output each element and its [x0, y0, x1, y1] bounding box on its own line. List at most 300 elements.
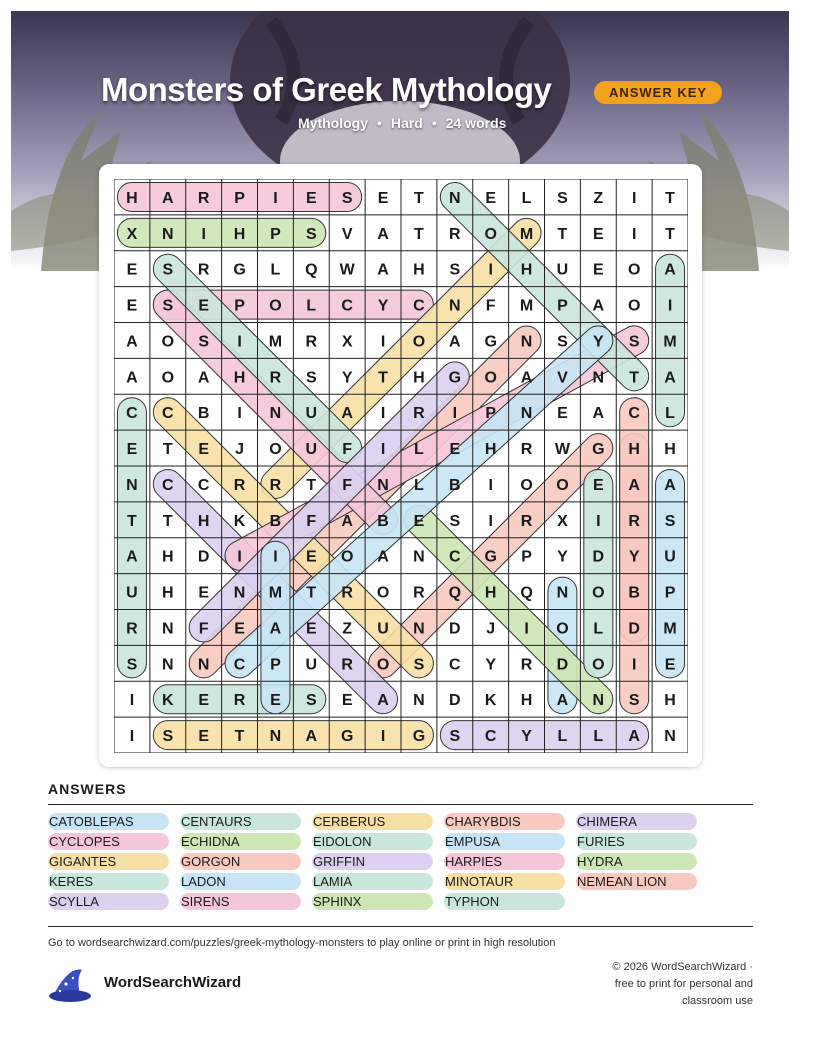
- grid-cell-letter[interactable]: Y: [485, 656, 497, 674]
- grid-cell-letter[interactable]: G: [592, 441, 605, 459]
- copyright-line: classroom use: [682, 995, 753, 1007]
- grid-cell-letter[interactable]: N: [592, 369, 605, 387]
- grid-cell-letter[interactable]: Z: [593, 189, 604, 207]
- grid-cell-letter[interactable]: S: [162, 728, 174, 746]
- grid-cell-letter[interactable]: E: [592, 261, 604, 279]
- grid-cell-letter[interactable]: H: [162, 548, 174, 566]
- grid-cell-letter[interactable]: G: [340, 728, 354, 746]
- answers-heading: ANSWERS: [48, 781, 127, 797]
- grid-cell-letter[interactable]: V: [341, 225, 353, 243]
- grid-cell-letter[interactable]: D: [556, 656, 569, 674]
- grid-cell-letter[interactable]: N: [413, 692, 425, 710]
- grid-cell-letter[interactable]: I: [380, 441, 386, 459]
- answers-list: [48, 813, 753, 913]
- grid-cell-letter[interactable]: D: [592, 548, 605, 566]
- grid-cell-letter[interactable]: E: [592, 225, 604, 243]
- grid-cell-letter[interactable]: P: [270, 225, 281, 243]
- grid-cell-letter[interactable]: I: [488, 512, 493, 530]
- grid-cell-letter[interactable]: I: [488, 476, 493, 494]
- grid-cell-letter[interactable]: I: [488, 261, 493, 279]
- grid-cell-letter[interactable]: C: [233, 656, 246, 674]
- grid-cell-letter[interactable]: I: [380, 728, 386, 746]
- grid-cell-letter[interactable]: A: [377, 225, 389, 243]
- grid-cell-letter[interactable]: N: [664, 728, 676, 746]
- grid-cell-letter[interactable]: N: [269, 728, 282, 746]
- grid-cell-letter[interactable]: N: [413, 620, 425, 638]
- grid-cell-letter[interactable]: K: [233, 512, 246, 530]
- grid-cell-letter[interactable]: P: [234, 297, 245, 315]
- grid-cell-letter[interactable]: R: [413, 405, 425, 423]
- grid-cell-letter[interactable]: T: [629, 369, 640, 387]
- grid-cell-letter[interactable]: Y: [521, 728, 532, 746]
- grid-cell-letter[interactable]: H: [628, 441, 640, 459]
- grid-cell-letter[interactable]: L: [414, 476, 424, 494]
- grid-cell-letter[interactable]: C: [449, 656, 461, 674]
- grid-cell-letter[interactable]: C: [413, 297, 425, 315]
- grid-cell-letter[interactable]: O: [161, 333, 175, 351]
- grid-cell-letter[interactable]: T: [162, 512, 173, 530]
- grid-cell-letter[interactable]: C: [449, 548, 461, 566]
- grid-cell-letter[interactable]: H: [233, 225, 246, 243]
- grid-cell-letter[interactable]: G: [484, 333, 497, 351]
- answer-word: MINOTAUR: [444, 873, 565, 890]
- grid-cell-letter[interactable]: A: [162, 189, 174, 207]
- grid-cell-letter[interactable]: B: [197, 405, 210, 423]
- grid-cell-letter[interactable]: L: [414, 441, 424, 459]
- grid-cell-letter[interactable]: M: [519, 225, 534, 243]
- grid-cell-letter[interactable]: H: [520, 261, 533, 279]
- grid-cell-letter[interactable]: S: [664, 512, 676, 530]
- grid-cell-letter[interactable]: N: [126, 476, 138, 494]
- answer-word: EIDOLON: [312, 833, 433, 850]
- grid-cell-letter[interactable]: H: [664, 441, 676, 459]
- answer-word: SCYLLA: [48, 893, 169, 910]
- grid-cell-letter[interactable]: K: [484, 692, 497, 710]
- grid-cell-letter[interactable]: X: [341, 333, 353, 351]
- grid-cell-letter[interactable]: I: [129, 692, 135, 710]
- answer-word: CHARYBDIS: [444, 813, 565, 830]
- answer-word: SPHINX: [312, 893, 433, 910]
- grid-cell-letter[interactable]: T: [414, 189, 424, 207]
- grid-cell-letter[interactable]: A: [628, 476, 640, 494]
- grid-cell-letter[interactable]: S: [341, 189, 353, 207]
- grid-cell-letter[interactable]: A: [126, 369, 138, 387]
- grid-cell-letter[interactable]: S: [126, 656, 138, 674]
- grid-cell-letter[interactable]: C: [484, 728, 497, 746]
- answer-word: HARPIES: [444, 853, 565, 870]
- grid-cell-letter[interactable]: I: [631, 656, 637, 674]
- grid-cell-letter[interactable]: A: [377, 261, 389, 279]
- grid-cell-letter[interactable]: T: [306, 584, 317, 602]
- copyright-line: free to print for personal and: [614, 978, 753, 990]
- grid-cell-letter[interactable]: H: [413, 261, 425, 279]
- grid-cell-letter[interactable]: O: [627, 297, 641, 315]
- grid-cell-letter[interactable]: L: [557, 728, 568, 746]
- grid-cell-letter[interactable]: M: [268, 333, 283, 351]
- grid-cell-letter[interactable]: O: [592, 656, 605, 674]
- answer-word: CERBERUS: [312, 813, 433, 830]
- answer-word: HYDRA: [576, 853, 697, 870]
- grid-cell-letter[interactable]: D: [628, 620, 640, 638]
- grid-cell-letter[interactable]: U: [556, 261, 569, 279]
- grid-cell-letter[interactable]: S: [305, 225, 317, 243]
- grid-cell-letter[interactable]: H: [484, 584, 497, 602]
- brand-name[interactable]: WordSearchWizard: [104, 974, 242, 991]
- grid-cell-letter[interactable]: O: [269, 297, 282, 315]
- grid-cell-letter[interactable]: T: [557, 225, 568, 243]
- grid-cell-letter[interactable]: B: [449, 476, 461, 494]
- grid-cell-letter[interactable]: J: [235, 441, 245, 459]
- grid-cell-letter[interactable]: Q: [448, 584, 462, 602]
- grid-cell-letter[interactable]: O: [484, 369, 497, 387]
- grid-cell-letter[interactable]: D: [449, 692, 461, 710]
- grid-cell-letter[interactable]: W: [554, 441, 570, 459]
- grid-cell-letter[interactable]: W: [339, 261, 355, 279]
- answer-word: CATOBLEPAS: [48, 813, 169, 830]
- grid-cell-letter[interactable]: R: [197, 189, 210, 207]
- answer-word: CHIMERA: [576, 813, 697, 830]
- grid-cell-letter[interactable]: O: [556, 620, 569, 638]
- grid-cell-letter[interactable]: N: [197, 656, 210, 674]
- grid-cell-letter[interactable]: T: [162, 441, 173, 459]
- grid-cell-letter[interactable]: P: [485, 405, 497, 423]
- answer-word: NEMEAN LION: [576, 873, 697, 890]
- grid-cell-letter[interactable]: E: [126, 297, 138, 315]
- separator-dot: •: [431, 115, 437, 131]
- grid-cell-letter[interactable]: O: [161, 369, 175, 387]
- grid-cell-letter[interactable]: I: [201, 225, 206, 243]
- grid-cell-letter[interactable]: S: [162, 297, 174, 315]
- grid-cell-letter[interactable]: L: [593, 620, 604, 638]
- grid-cell-letter[interactable]: R: [628, 512, 640, 530]
- answer-word: CENTAURS: [180, 813, 301, 830]
- grid-cell-letter[interactable]: C: [126, 405, 138, 423]
- grid-cell-letter[interactable]: E: [126, 441, 138, 459]
- grid-cell-letter[interactable]: G: [412, 728, 426, 746]
- grid-cell-letter[interactable]: C: [628, 405, 640, 423]
- grid-cell-letter[interactable]: I: [273, 548, 278, 566]
- grid-cell-letter[interactable]: N: [233, 584, 246, 602]
- answer-word: EMPUSA: [444, 833, 565, 850]
- grid-cell-letter[interactable]: R: [520, 512, 533, 530]
- grid-cell-letter[interactable]: T: [306, 476, 317, 494]
- grid-cell-letter[interactable]: J: [486, 620, 496, 638]
- grid-cell-letter[interactable]: R: [413, 584, 425, 602]
- grid-cell-letter[interactable]: E: [557, 405, 568, 423]
- grid-cell-letter[interactable]: E: [449, 441, 461, 459]
- grid-cell-letter[interactable]: R: [520, 441, 533, 459]
- grid-cell-letter[interactable]: S: [449, 512, 461, 530]
- wizard-hat-icon: [48, 964, 94, 1004]
- grid-cell-letter[interactable]: A: [449, 333, 461, 351]
- grid-cell-letter[interactable]: T: [127, 512, 137, 530]
- grid-cell-letter[interactable]: A: [664, 261, 676, 279]
- grid-cell-letter[interactable]: A: [377, 692, 389, 710]
- answer-word: CYCLOPES: [48, 833, 169, 850]
- grid-cell-letter[interactable]: R: [449, 225, 461, 243]
- grid-cell-letter[interactable]: B: [628, 584, 640, 602]
- grid-cell-letter[interactable]: U: [377, 620, 389, 638]
- grid-cell-letter[interactable]: D: [449, 620, 461, 638]
- grid-cell-letter[interactable]: U: [126, 584, 138, 602]
- grid-cell-letter[interactable]: G: [484, 548, 497, 566]
- grid-cell-letter[interactable]: N: [162, 620, 174, 638]
- grid-cell-letter[interactable]: A: [628, 728, 640, 746]
- grid-cell-letter[interactable]: S: [305, 369, 317, 387]
- grid-cell-letter[interactable]: E: [305, 548, 317, 566]
- grid-cell-letter[interactable]: O: [520, 476, 533, 494]
- grid-cell-letter[interactable]: A: [269, 620, 282, 638]
- grid-cell-letter[interactable]: O: [412, 333, 426, 351]
- grid-cell-letter[interactable]: T: [665, 189, 675, 207]
- grid-cell-letter[interactable]: R: [126, 620, 138, 638]
- grid-cell-letter[interactable]: O: [376, 584, 390, 602]
- grid-cell-letter[interactable]: M: [519, 297, 534, 315]
- grid-cell-letter[interactable]: Y: [628, 548, 640, 566]
- grid-cell-letter[interactable]: R: [520, 656, 533, 674]
- answer-word: SIRENS: [180, 893, 301, 910]
- answer-word: GIGANTES: [48, 853, 169, 870]
- grid-cell-letter[interactable]: E: [198, 692, 210, 710]
- grid-cell-letter[interactable]: R: [197, 261, 210, 279]
- grid-cell-letter[interactable]: A: [126, 333, 138, 351]
- grid-cell-letter[interactable]: Z: [342, 620, 353, 638]
- grid-cell-letter[interactable]: S: [305, 692, 317, 710]
- grid-cell-letter[interactable]: A: [341, 405, 353, 423]
- grid-cell-letter[interactable]: G: [233, 261, 246, 279]
- grid-cell-letter[interactable]: O: [592, 584, 605, 602]
- grid-cell-letter[interactable]: B: [377, 512, 389, 530]
- grid-cell-letter[interactable]: H: [413, 369, 425, 387]
- grid-cell-letter[interactable]: T: [665, 225, 675, 243]
- grid-cell-letter[interactable]: E: [198, 297, 210, 315]
- grid-cell-letter[interactable]: U: [664, 548, 676, 566]
- grid-cell-letter[interactable]: A: [341, 512, 353, 530]
- separator-dot: •: [377, 115, 382, 131]
- grid-cell-letter[interactable]: S: [162, 261, 174, 279]
- grid-cell-letter[interactable]: N: [413, 548, 425, 566]
- grid-cell-letter[interactable]: E: [198, 584, 210, 602]
- grid-cell-letter[interactable]: B: [269, 512, 282, 530]
- grid-cell-letter[interactable]: I: [524, 620, 529, 638]
- answer-word: LAMIA: [312, 873, 433, 890]
- answer-word: TYPHON: [444, 893, 565, 910]
- grid-cell-letter[interactable]: O: [376, 656, 390, 674]
- grid-cell-letter[interactable]: I: [273, 189, 278, 207]
- grid-cell-letter[interactable]: R: [233, 476, 246, 494]
- grid-cell-letter[interactable]: N: [377, 476, 389, 494]
- grid-cell-letter[interactable]: E: [485, 189, 497, 207]
- grid-cell-letter[interactable]: N: [162, 656, 174, 674]
- answer-word: GORGON: [180, 853, 301, 870]
- answer-word: GRIFFIN: [312, 853, 433, 870]
- grid-cell-letter[interactable]: N: [520, 333, 533, 351]
- grid-cell-letter[interactable]: M: [663, 333, 677, 351]
- grid-cell-letter[interactable]: C: [162, 405, 174, 423]
- grid-cell-letter[interactable]: N: [449, 189, 461, 207]
- grid-cell-letter[interactable]: P: [270, 656, 281, 674]
- grid-cell-letter[interactable]: Y: [377, 297, 389, 315]
- grid-cell-letter[interactable]: P: [664, 584, 676, 602]
- grid-cell-letter[interactable]: F: [342, 476, 353, 494]
- grid-cell-letter[interactable]: S: [557, 189, 568, 207]
- grid-cell-letter[interactable]: A: [305, 728, 318, 746]
- word-count-label: 24 words: [445, 115, 507, 131]
- grid-cell-letter[interactable]: A: [556, 692, 569, 710]
- grid-cell-letter[interactable]: I: [237, 548, 242, 566]
- grid-cell-letter[interactable]: A: [664, 369, 676, 387]
- grid-cell-letter[interactable]: O: [484, 225, 497, 243]
- grid-cell-letter[interactable]: S: [198, 333, 210, 351]
- grid-cell-letter[interactable]: P: [557, 297, 568, 315]
- grid-cell-letter[interactable]: U: [305, 656, 318, 674]
- grid-cell-letter[interactable]: I: [380, 405, 386, 423]
- grid-cell-letter[interactable]: N: [592, 692, 605, 710]
- answers-divider: [48, 804, 753, 805]
- grid-cell-letter[interactable]: I: [596, 512, 601, 530]
- grid-cell-letter[interactable]: R: [341, 656, 353, 674]
- grid-cell-letter[interactable]: E: [126, 261, 138, 279]
- answer-word: KERES: [48, 873, 169, 890]
- grid-cell-letter[interactable]: A: [520, 369, 533, 387]
- grid-cell-letter[interactable]: I: [667, 297, 673, 315]
- grid-cell-letter[interactable]: I: [380, 333, 386, 351]
- grid-cell-letter[interactable]: S: [449, 261, 461, 279]
- grid-cell-letter[interactable]: I: [237, 405, 242, 423]
- grid-cell-letter[interactable]: E: [305, 189, 317, 207]
- grid-cell-letter[interactable]: E: [305, 620, 317, 638]
- grid-cell-letter[interactable]: X: [126, 225, 138, 243]
- grid-cell-letter[interactable]: H: [162, 584, 174, 602]
- grid-cell-letter[interactable]: C: [341, 297, 353, 315]
- grid-cell-letter[interactable]: O: [627, 261, 641, 279]
- grid-cell-letter[interactable]: R: [233, 692, 246, 710]
- grid-cell-letter[interactable]: E: [664, 656, 676, 674]
- grid-cell-letter[interactable]: E: [198, 728, 210, 746]
- grid-cell-letter[interactable]: R: [305, 333, 318, 351]
- grid-cell-letter[interactable]: Q: [305, 261, 318, 279]
- grid-cell-letter[interactable]: I: [129, 728, 135, 746]
- grid-cell-letter[interactable]: N: [162, 225, 174, 243]
- grid-cell-letter[interactable]: L: [521, 189, 532, 207]
- grid-cell-letter[interactable]: F: [198, 620, 209, 638]
- grid-cell-letter[interactable]: S: [413, 656, 425, 674]
- grid-cell-letter[interactable]: Y: [557, 548, 568, 566]
- grid-cell-letter[interactable]: I: [452, 405, 458, 423]
- grid-cell-letter[interactable]: P: [234, 189, 245, 207]
- grid-cell-letter[interactable]: T: [234, 728, 245, 746]
- grid-cell-letter[interactable]: R: [341, 584, 353, 602]
- grid-cell-letter[interactable]: K: [162, 692, 174, 710]
- grid-cell-letter[interactable]: E: [413, 512, 425, 530]
- grid-cell-letter[interactable]: H: [484, 441, 497, 459]
- grid-cell-letter[interactable]: P: [521, 548, 532, 566]
- grid-cell-letter[interactable]: M: [663, 620, 677, 638]
- answer-word: LADON: [180, 873, 301, 890]
- grid-cell-letter[interactable]: E: [377, 189, 389, 207]
- grid-cell-letter[interactable]: S: [449, 728, 461, 746]
- grid-cell-letter[interactable]: O: [340, 548, 354, 566]
- grid-cell-letter[interactable]: A: [377, 548, 389, 566]
- grid-cell-letter[interactable]: C: [197, 476, 210, 494]
- grid-cell-letter[interactable]: H: [126, 189, 138, 207]
- grid-cell-letter[interactable]: Y: [341, 369, 353, 387]
- grid-cell-letter[interactable]: I: [631, 225, 637, 243]
- grid-cell-letter[interactable]: D: [197, 548, 210, 566]
- difficulty-label: Hard: [390, 115, 423, 131]
- grid-cell-letter[interactable]: R: [269, 476, 282, 494]
- grid-cell-letter[interactable]: H: [664, 692, 676, 710]
- grid-cell-letter[interactable]: I: [631, 189, 637, 207]
- puzzle-meta: [298, 115, 506, 131]
- grid-cell-letter[interactable]: L: [306, 297, 317, 315]
- copyright-notice: [533, 959, 753, 1010]
- grid-cell-letter[interactable]: G: [448, 369, 462, 387]
- grid-cell-letter[interactable]: F: [306, 512, 317, 530]
- answer-key-badge: ANSWER KEY: [594, 81, 722, 104]
- copyright-line: © 2026 WordSearchWizard ·: [612, 961, 753, 973]
- grid-cell-letter[interactable]: T: [378, 369, 388, 387]
- grid-cell-letter[interactable]: C: [162, 476, 174, 494]
- grid-cell-letter[interactable]: Q: [520, 584, 533, 602]
- grid-cell-letter[interactable]: R: [269, 369, 282, 387]
- category-label: Mythology: [298, 115, 368, 131]
- grid-cell-letter[interactable]: N: [449, 297, 461, 315]
- grid-cell-letter[interactable]: M: [268, 584, 283, 602]
- word-search-grid[interactable]: [114, 179, 688, 753]
- grid-cell-letter[interactable]: Y: [592, 333, 604, 351]
- grid-cell-letter[interactable]: A: [592, 405, 605, 423]
- grid-cell-letter[interactable]: A: [126, 548, 138, 566]
- grid-cell-letter[interactable]: A: [197, 369, 210, 387]
- grid-cell-letter[interactable]: F: [342, 441, 353, 459]
- grid-cell-letter[interactable]: U: [305, 441, 318, 459]
- footer-divider: [48, 926, 753, 927]
- grid-cell-letter[interactable]: E: [234, 620, 245, 638]
- grid-cell-letter[interactable]: A: [664, 476, 676, 494]
- footer-url-text: Go to wordsearchwizard.com/puzzles/greek-mythology-monsters to play online or print in high resolution: [48, 937, 556, 949]
- grid-cell-letter[interactable]: L: [270, 261, 281, 279]
- grid-cell-letter[interactable]: S: [628, 333, 640, 351]
- grid-cell-letter[interactable]: E: [270, 692, 281, 710]
- grid-cell-letter[interactable]: I: [237, 333, 242, 351]
- grid-cell-letter[interactable]: H: [233, 369, 246, 387]
- grid-cell-letter[interactable]: H: [520, 692, 533, 710]
- grid-cell-letter[interactable]: O: [269, 441, 282, 459]
- grid-cell-letter[interactable]: E: [198, 441, 210, 459]
- grid-cell-letter[interactable]: L: [665, 405, 675, 423]
- answer-word: FURIES: [576, 833, 697, 850]
- page-title: Monsters of Greek Mythology: [101, 71, 552, 108]
- grid-cell-letter[interactable]: T: [414, 225, 424, 243]
- grid-cell-letter[interactable]: S: [557, 333, 568, 351]
- grid-cell-letter[interactable]: N: [269, 405, 282, 423]
- grid-cell-letter[interactable]: S: [628, 692, 640, 710]
- grid-cell-letter[interactable]: O: [556, 476, 569, 494]
- grid-cell-letter[interactable]: U: [305, 405, 318, 423]
- answer-word: ECHIDNA: [180, 833, 301, 850]
- grid-cell-letter[interactable]: X: [557, 512, 568, 530]
- grid-cell-letter[interactable]: H: [197, 512, 210, 530]
- grid-cell-letter[interactable]: F: [485, 297, 496, 315]
- grid-cell-letter[interactable]: N: [520, 405, 533, 423]
- grid-cell-letter[interactable]: E: [341, 692, 353, 710]
- grid-cell-letter[interactable]: N: [556, 584, 569, 602]
- grid-cell-letter[interactable]: V: [557, 369, 568, 387]
- grid-cell-letter[interactable]: E: [592, 476, 604, 494]
- grid-cell-letter[interactable]: A: [592, 297, 605, 315]
- grid-cell-letter[interactable]: L: [593, 728, 604, 746]
